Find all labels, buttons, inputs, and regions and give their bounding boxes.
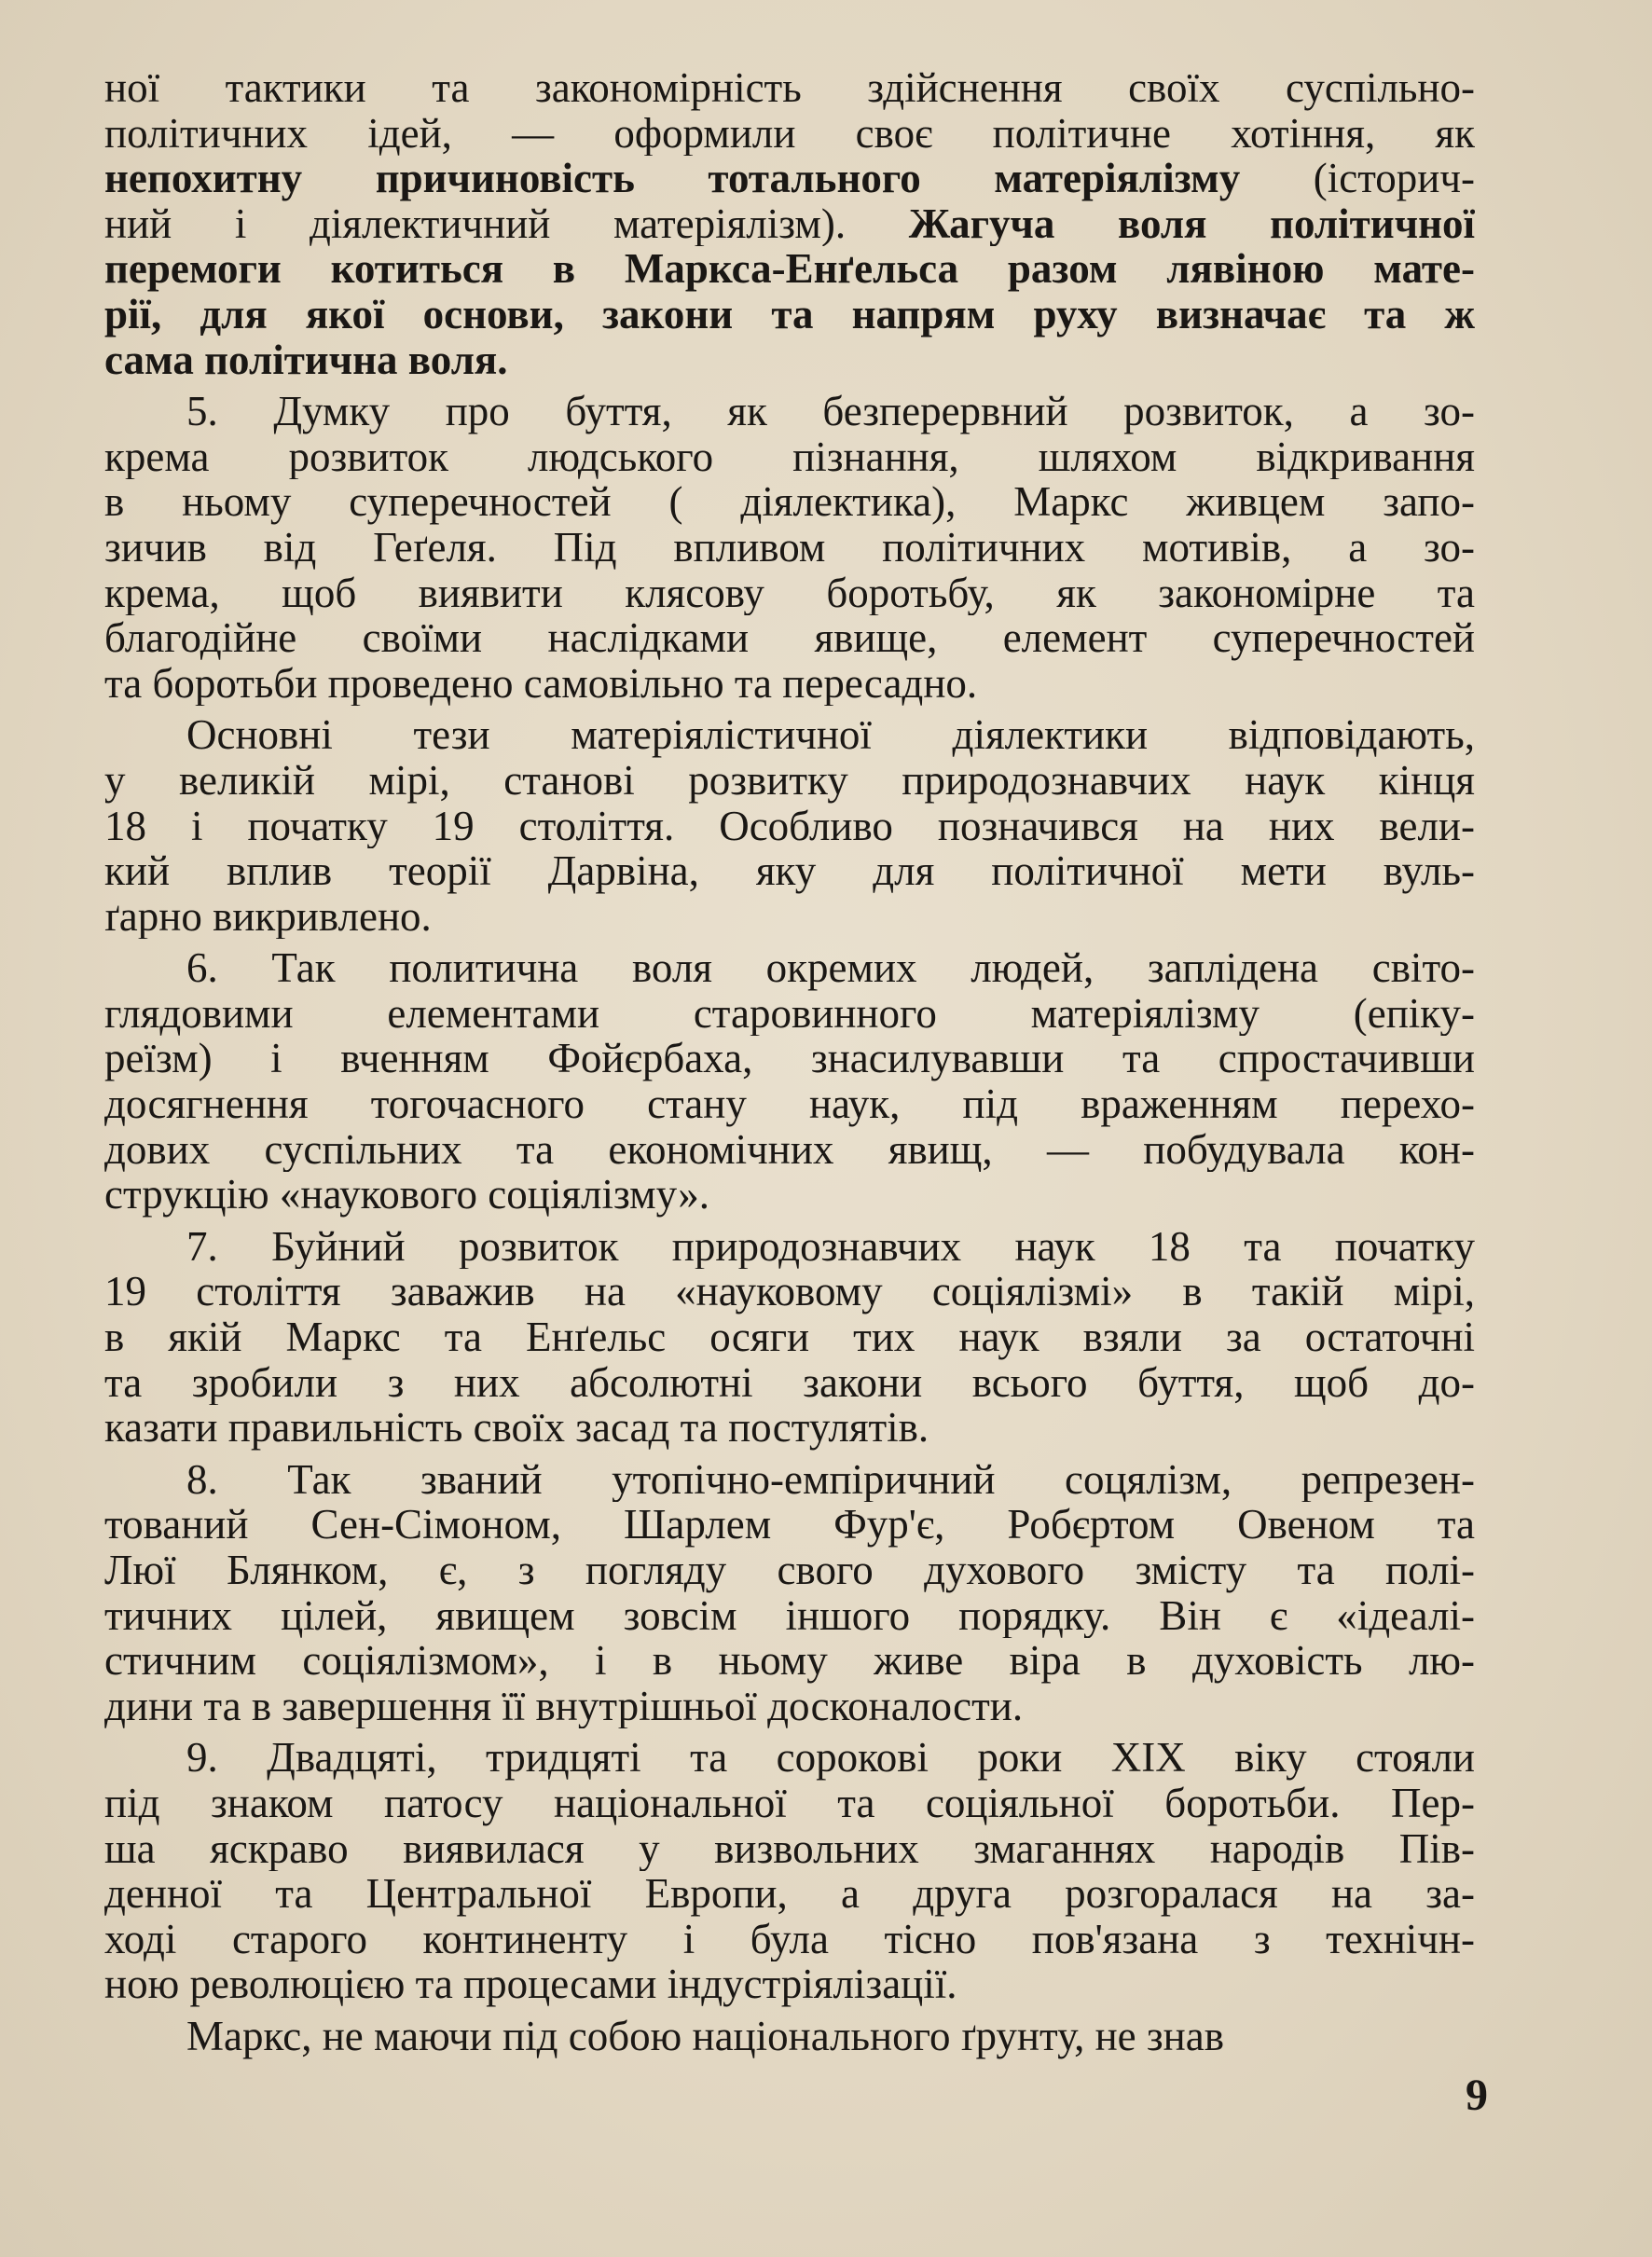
text-line: 7. Буйний розвиток природознавчих наук 18 та початку: [186, 1223, 1475, 1270]
text-line: досягнення тогочасного стану наук, під враженням перехо-: [104, 1081, 1475, 1127]
text-line: струкцію «наукового соціялізму».: [104, 1172, 709, 1218]
page-text: [104, 65, 1475, 2066]
text-line: та боротьби проведено самовільно та пересадно.: [104, 660, 978, 707]
bold-line: перемоги котиться в Маркса-Енґельса разом лявіною мате-: [104, 246, 1475, 292]
text-line: крема розвиток людського пізнання, шляхом відкривання: [104, 434, 1475, 480]
paragraph-6: [104, 945, 1475, 1218]
page-number: 9: [1466, 2071, 1488, 2120]
paragraph-9: [104, 1735, 1475, 2007]
bold-line: рії, для якої основи, закони та напрям руху визначає та ж: [104, 291, 1475, 337]
text-line: стичним соціялізмом», і в ньому живе віра в духовість лю-: [104, 1638, 1475, 1684]
text-run: (історич-: [1240, 156, 1475, 201]
text-line: у великій мірі, станові розвитку природознавчих наук кінця: [104, 757, 1475, 804]
text-line: ґарно викривлено.: [104, 893, 432, 940]
text-line: під знаком патосу національної та соціяльної боротьби. Пер-: [104, 1780, 1475, 1826]
text-line: ході старого континенту і була тісно пов'язана з технічн-: [104, 1916, 1475, 1962]
text-line: Маркс, не маючи під собою національного ґрунту, не знав: [186, 2013, 1224, 2059]
text-line: в ньому суперечностей ( діялектика), Маркс живцем запо-: [104, 479, 1475, 525]
text-line: в якій Маркс та Енґельс осяги тих наук взяли за остаточні: [104, 1314, 1475, 1360]
text-line: крема, щоб виявити клясову боротьбу, як закономірне та: [104, 570, 1475, 616]
text-line: 5. Думку про буття, як безперервний розвиток, а зо-: [186, 389, 1475, 434]
paragraph-5-continued: [104, 712, 1475, 939]
bold-phrase: Жагуча воля політичної: [908, 200, 1475, 247]
text-run: ний і діялектичний матеріялізм).: [104, 200, 909, 247]
text-line: ша яскраво виявилася у визвольних змаганнях народів Пів-: [104, 1825, 1475, 1872]
text-line: 19 століття заважив на «науковому соціялізмі» в такій мірі,: [104, 1269, 1475, 1315]
text-line: 9. Двадцяті, тридцяті та сорокові роки XIX віку стояли: [186, 1735, 1475, 1781]
paragraph-7: [104, 1224, 1475, 1451]
text-line: казати правильність своїх засад та постулятів.: [104, 1405, 929, 1451]
text-line: 18 і початку 19 століття. Особливо позначився на них вели-: [104, 803, 1475, 849]
text-line: дини та в завершення її внутрішньої досконалости.: [104, 1683, 1024, 1729]
paragraph-8: [104, 1457, 1475, 1729]
text-line: ною революцією та процесами індустріялізації.: [104, 1961, 957, 2007]
text-line: глядовими елементами старовинного матеріялізму (епіку-: [104, 990, 1475, 1037]
text-line: Люї Блянком, є, з погляду свого духового змісту та полі-: [104, 1548, 1475, 1593]
paragraph-9-continued: [104, 2014, 1475, 2059]
bold-line: сама політична воля.: [104, 337, 508, 383]
text-line: політичних ідей, — оформили своє політичне хотіння, як: [104, 110, 1475, 157]
text-line: дових суспільних та економічних явищ, — побудувала кон-: [104, 1126, 1475, 1173]
paragraph-5: [104, 389, 1475, 706]
text-line: зичив від Геґеля. Під впливом політичних мотивів, а зо-: [104, 524, 1475, 571]
text-line: 6. Так политична воля окремих людей, заплідена світо-: [186, 945, 1475, 991]
bold-phrase: непохитну причиновість тотального матеріялізму: [104, 156, 1241, 201]
text-line: денної та Центральної Европи, а друга розгоралася на за-: [104, 1871, 1475, 1917]
text-line: кий вплив теорії Дарвіна, яку для політичної мети вуль-: [104, 848, 1475, 894]
text-line: Основні тези матеріялістичної діялектики відповідають,: [186, 712, 1475, 758]
text-line: та зробили з них абсолютні закони всього буття, щоб до-: [104, 1359, 1475, 1406]
paragraph-continuation: [104, 65, 1475, 382]
text-line: реїзм) і вченням Фойєрбаха, знасилувавши та спростачивши: [104, 1036, 1475, 1082]
text-line: тований Сен-Сімоном, Шарлем Фур'є, Робєртом Овеном та: [104, 1502, 1475, 1548]
text-line: благодійне своїми наслідками явище, елемент суперечностей: [104, 615, 1475, 661]
text-line: [104, 156, 1475, 201]
text-line: 8. Так званий утопічно-емпіричний соцялізм, репрезен-: [186, 1456, 1475, 1503]
text-line: [104, 201, 1475, 247]
text-line: ної тактики та закономірність здійснення своїх суспільно-: [104, 65, 1475, 111]
text-line: тичних цілей, явищем зовсім іншого порядку. Він є «ідеалі-: [104, 1592, 1475, 1639]
